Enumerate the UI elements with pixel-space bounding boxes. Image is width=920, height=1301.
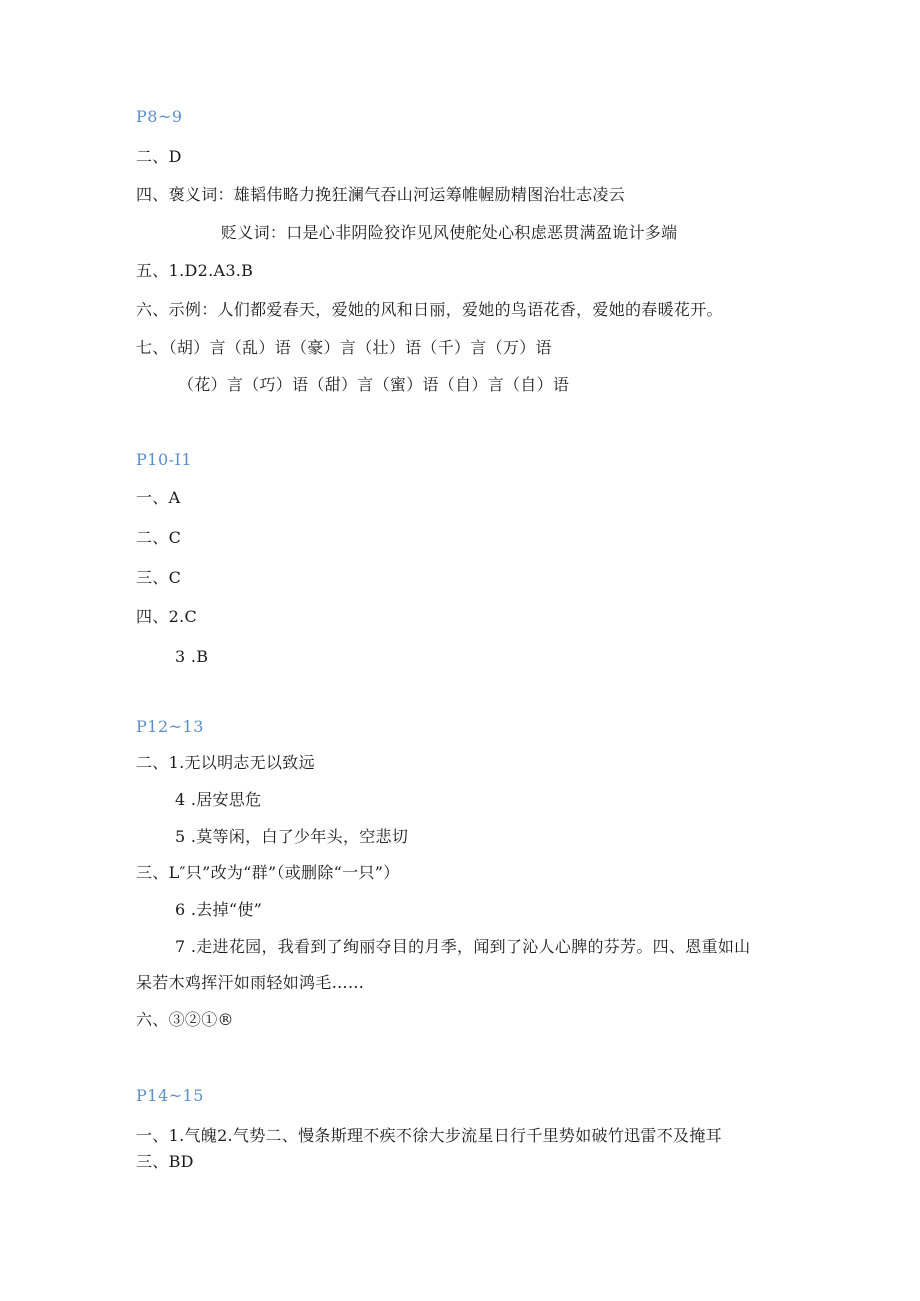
answer-line: 五、1.D2.A3.B xyxy=(136,261,254,280)
answer-line: 二、C xyxy=(136,528,182,547)
answer-line: 六、示例：人们都爱春天，爱她的风和日丽，爱她的鸟语花香，爱她的春暖花开。 xyxy=(136,300,723,319)
answer-line: 5 .莫等闲，白了少年头，空悲切 xyxy=(175,827,409,846)
answer-line: 4 .居安思危 xyxy=(175,790,262,809)
section-heading-p12-13: P12~13 xyxy=(136,717,204,736)
answer-line: 3 .B xyxy=(175,647,209,666)
answer-line: 一、1.气魄2.气势二、慢条斯理不疾不徐大步流星日行千里势如破竹迅雷不及掩耳 xyxy=(136,1126,722,1145)
answer-line: 贬义词：口是心非阴险狡诈见风使舵处心积虑恶贯满盈诡计多端 xyxy=(221,223,678,242)
answer-line: 呆若木鸡挥汗如雨轻如鸿毛…… xyxy=(136,973,365,992)
answer-line: 二、1.无以明志无以致远 xyxy=(136,753,315,772)
answer-line: 三、L″只”改为“群”（或删除“一只”） xyxy=(136,863,400,882)
answer-line: 三、BD xyxy=(136,1152,194,1171)
answer-line: 六、③②①® xyxy=(136,1010,234,1029)
answer-line: 四、褒义词：雄韬伟略力挽狂澜气吞山河运筹帷幄励精图治壮志凌云 xyxy=(136,185,626,204)
answer-line: 三、C xyxy=(136,568,182,587)
answer-line: 七、（胡）言（乱）语（豪）言（壮）语（千）言（万）语 xyxy=(136,338,552,357)
section-heading-p10-11: P10-I1 xyxy=(136,450,193,469)
section-heading-p8-9: P8~9 xyxy=(136,107,183,126)
answer-line: （花）言（巧）语（甜）言（蜜）语（自）言（自）语 xyxy=(178,375,570,394)
answer-line: 6 .去掉“使” xyxy=(175,900,263,919)
answer-line: 7 .走进花园，我看到了绚丽夺目的月季，闻到了沁人心脾的芬芳。四、恩重如山 xyxy=(175,937,751,956)
answer-line: 一、A xyxy=(136,488,181,507)
answer-line: 四、2.C xyxy=(136,607,198,626)
answer-line: 二、D xyxy=(136,147,182,166)
section-heading-p14-15: P14~15 xyxy=(136,1086,204,1105)
